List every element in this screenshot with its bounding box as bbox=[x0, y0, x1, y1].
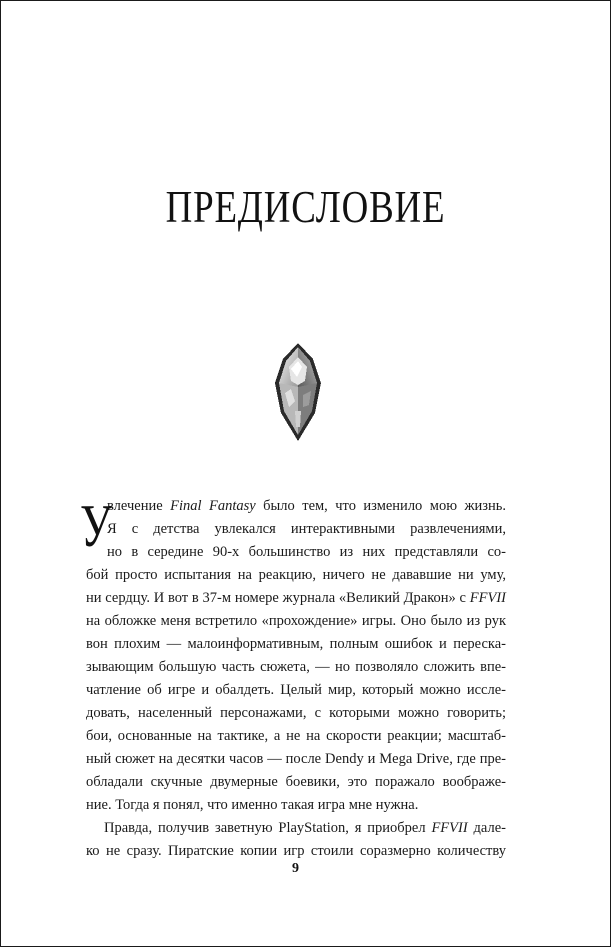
text-run: дале- bbox=[467, 820, 506, 836]
text-line bbox=[86, 748, 506, 771]
text-run: ни сердцу. И вот в 37-м номере журнала «Великий Дракон» с bbox=[86, 590, 470, 606]
text-run: на обложке меня встретило «прохождение» игры. Оно было из рук bbox=[86, 613, 506, 629]
text-run: зывающим большую часть сюжета, — но позволяло сложить впе- bbox=[86, 659, 506, 675]
italic-title: Final Fantasy bbox=[170, 498, 256, 514]
text-line bbox=[86, 518, 506, 541]
paragraph-2 bbox=[86, 817, 506, 863]
text-run: обладали скучные двумерные боевики, это поражало воображе- bbox=[86, 774, 506, 790]
text-line bbox=[86, 656, 506, 679]
paragraph-1 bbox=[86, 495, 506, 817]
text-line bbox=[86, 771, 506, 794]
text-run: чатление об игре и обалдеть. Целый мир, который можно иссле- bbox=[86, 682, 506, 698]
text-run: бой просто испытания на реакцию, ничего не дававшие ни уму, bbox=[86, 567, 506, 583]
text-run: ко не сразу. Пиратские копии игр стоили соразмерно количеству bbox=[86, 843, 506, 859]
italic-title: FFVII bbox=[469, 590, 506, 606]
text-line bbox=[86, 495, 506, 518]
text-run: Правда, получив заветную PlayStation, я приобрел bbox=[104, 820, 432, 836]
text-line bbox=[86, 725, 506, 748]
drop-cap: У bbox=[80, 493, 112, 559]
text-line bbox=[86, 541, 506, 564]
text-run: было тем, что изменило мою жизнь. bbox=[255, 498, 506, 514]
text-run: влечение bbox=[107, 498, 171, 514]
text-line bbox=[86, 633, 506, 656]
text-run: Я с детства увлекался интерактивными развлечениями, bbox=[107, 521, 506, 537]
text-line bbox=[86, 564, 506, 587]
text-run: вон плохим — малоинформативным, полным ошибок и переска- bbox=[86, 636, 506, 652]
text-line bbox=[86, 587, 506, 610]
chapter-title: ПРЕДИСЛОВИЕ bbox=[165, 182, 446, 232]
text-line bbox=[86, 610, 506, 633]
text-line bbox=[86, 817, 506, 840]
text-line bbox=[86, 702, 506, 725]
text-run: бои, основанные на тактике, а не на скорости реакции; масштаб- bbox=[86, 728, 506, 744]
preface-body bbox=[80, 493, 506, 863]
text-run: ние. Тогда я понял, что именно такая игра мне нужна. bbox=[86, 797, 419, 813]
text-run: но в середине 90-х большинство из них представляли со- bbox=[107, 544, 506, 560]
crystal-gem-icon bbox=[269, 341, 327, 443]
text-run: ный сюжет на десятки часов — после Dendy и Mega Drive, где пре- bbox=[86, 751, 506, 767]
page-number: 9 bbox=[292, 861, 299, 876]
text-run: довать, населенный персонажами, с которыми можно говорить; bbox=[86, 705, 506, 721]
text-line bbox=[86, 840, 506, 863]
text-line bbox=[86, 794, 506, 817]
italic-title: FFVII bbox=[431, 820, 468, 836]
text-line bbox=[86, 679, 506, 702]
